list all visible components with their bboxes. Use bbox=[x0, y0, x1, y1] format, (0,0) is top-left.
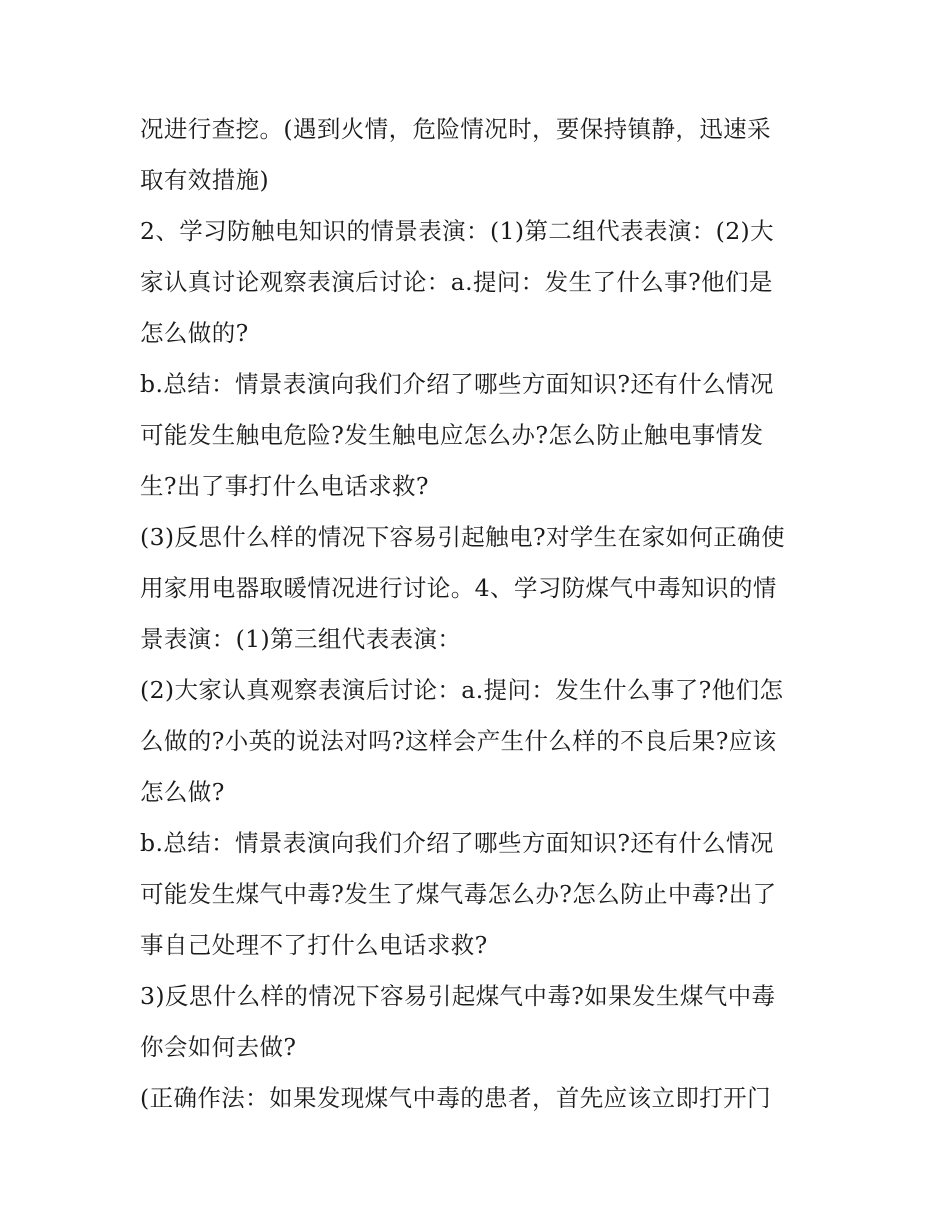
body-text bbox=[140, 104, 820, 1124]
text-line: 景表演：(1)第三组代表表演： bbox=[140, 625, 462, 653]
text-line: 怎么做? bbox=[140, 778, 225, 806]
text-line: 况进行查挖。(遇到火情，危险情况时，要保持镇静，迅速采 bbox=[140, 115, 771, 143]
text-line: 么做的?小英的说法对吗?这样会产生什么样的不良后果?应该 bbox=[140, 727, 777, 755]
text-line: 生?出了事打什么电话求救? bbox=[140, 472, 429, 500]
text-line: 怎么做的? bbox=[140, 319, 249, 347]
text-line: 3)反思什么样的情况下容易引起煤气中毒?如果发生煤气中毒 bbox=[140, 982, 776, 1010]
text-line: 事自己处理不了打什么电话求救? bbox=[140, 931, 488, 959]
text-line: b.总结：情景表演向我们介绍了哪些方面知识?还有什么情况 bbox=[140, 370, 774, 398]
text-line: 用家用电器取暖情况进行讨论。4、学习防煤气中毒知识的情 bbox=[140, 574, 777, 602]
text-line: 你会如何去做? bbox=[140, 1033, 297, 1061]
text-line: 可能发生煤气中毒?发生了煤气毒怎么办?怎么防止中毒?出了 bbox=[140, 880, 777, 908]
text-line: (3)反思什么样的情况下容易引起触电?对学生在家如何正确使 bbox=[140, 523, 785, 551]
text-line: 取有效措施) bbox=[140, 166, 270, 194]
text-line: 2、学习防触电知识的情景表演：(1)第二组代表表演：(2)大 bbox=[140, 217, 775, 245]
text-line: 家认真讨论观察表演后讨论：a.提问：发生了什么事?他们是 bbox=[140, 268, 773, 296]
text-line: (2)大家认真观察表演后讨论：a.提问：发生什么事了?他们怎 bbox=[140, 676, 784, 704]
text-line: 可能发生触电危险?发生触电应怎么办?怎么防止触电事情发 bbox=[140, 421, 764, 449]
text-line: (正确作法：如果发现煤气中毒的患者，首先应该立即打开门 bbox=[140, 1084, 771, 1112]
text-line: b.总结：情景表演向我们介绍了哪些方面知识?还有什么情况 bbox=[140, 829, 774, 857]
